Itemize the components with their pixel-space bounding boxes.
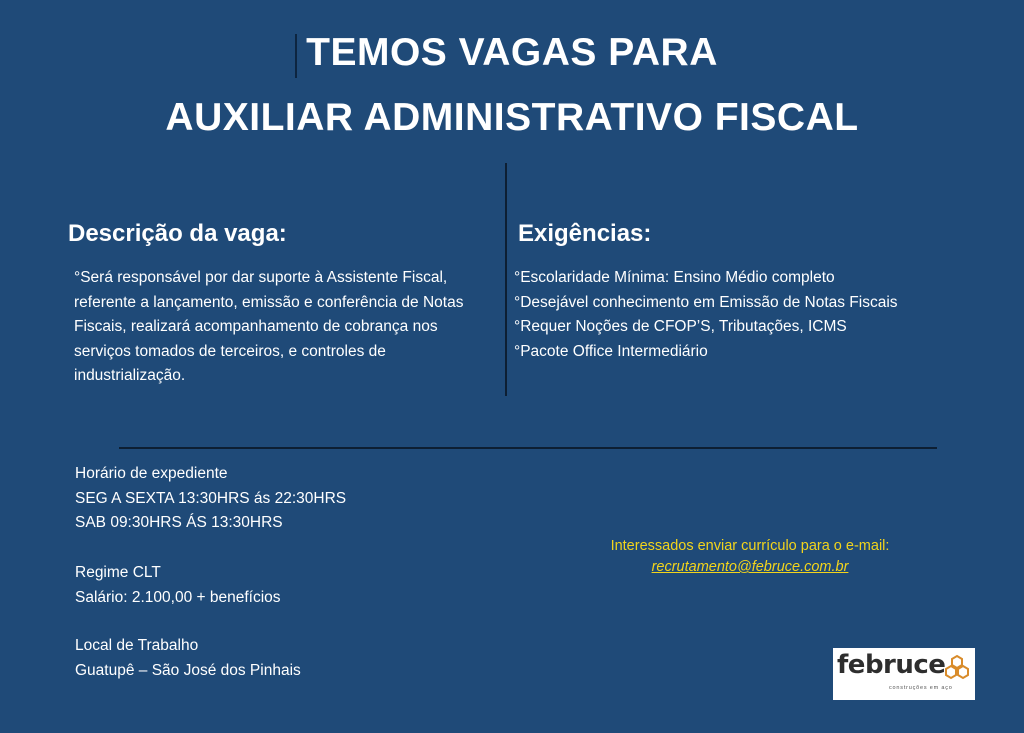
location-place: Guatupê – São José dos Pinhais <box>75 661 301 679</box>
requirements-list <box>514 266 898 364</box>
description-heading: Descrição da vaga: <box>68 220 287 247</box>
contact-email-link[interactable]: recrutamento@februce.com.br <box>651 559 849 575</box>
hexagon-cluster-icon <box>943 654 971 680</box>
contact-block <box>560 536 940 578</box>
title-line-1: TEMOS VAGAS PARA <box>306 31 718 74</box>
contract-salary: Salário: 2.100,00 + benefícios <box>75 588 281 606</box>
schedule-block <box>75 462 346 536</box>
contact-text: Interessados enviar currículo para o e-mail: <box>610 538 890 554</box>
requirement-item: °Pacote Office Intermediário <box>514 342 708 360</box>
title-line-2: AUXILIAR ADMINISTRATIVO FISCAL <box>165 96 859 139</box>
logo-wordmark: februce <box>837 650 946 680</box>
contract-regime: Regime CLT <box>75 564 161 581</box>
requirement-item: °Requer Noções de CFOP’S, Tributações, ICMS <box>514 318 847 335</box>
requirements-heading: Exigências: <box>518 220 652 247</box>
schedule-label: Horário de expediente <box>75 465 228 482</box>
description-text: °Será responsável por dar suporte à Assistente Fiscal, referente a lançamento, emissão e conferência de Notas Fiscais, realizará acompanhamento de cobrança nos serviços tomados de terceiros, e controles de industrialização. <box>74 269 464 384</box>
horizontal-divider <box>119 447 937 449</box>
requirement-item: °Desejável conhecimento em Emissão de Notas Fiscais <box>514 293 898 311</box>
requirement-item: °Escolaridade Mínima: Ensino Médio completo <box>514 269 835 286</box>
schedule-weekdays: SEG A SEXTA 13:30HRS ás 22:30HRS <box>75 489 347 507</box>
vertical-divider <box>505 163 507 396</box>
logo-tagline: construções em aço <box>889 685 953 691</box>
location-block <box>75 634 301 683</box>
company-logo <box>833 648 975 700</box>
contract-block <box>75 561 281 610</box>
schedule-saturday: SAB 09:30HRS ÁS 13:30HRS <box>75 514 283 531</box>
location-label: Local de Trabalho <box>75 637 199 654</box>
